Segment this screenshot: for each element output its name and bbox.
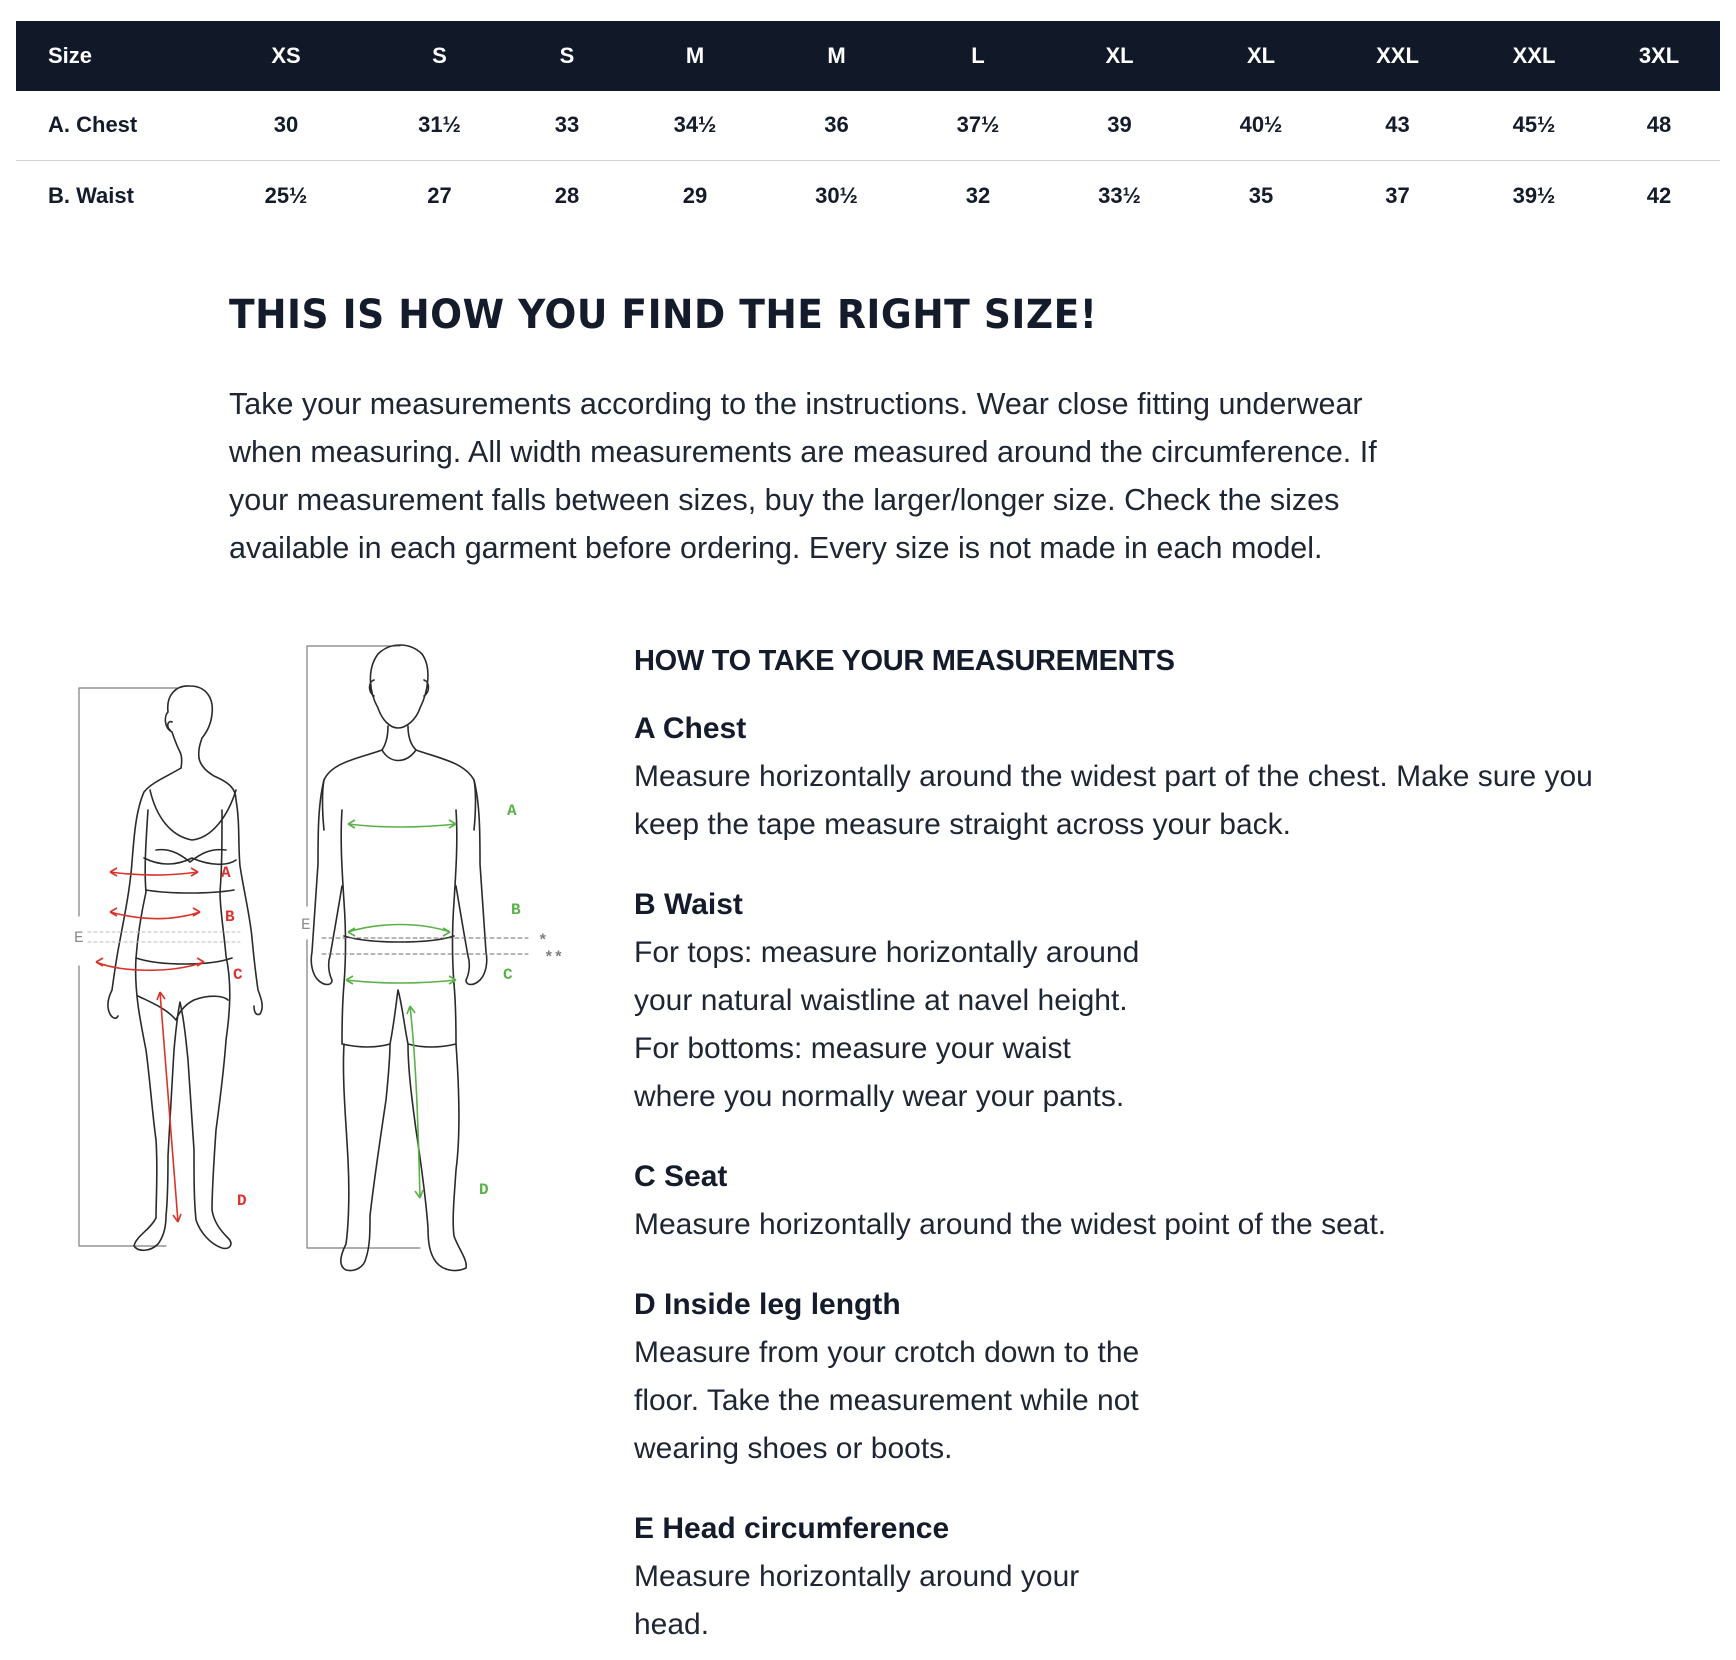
table-cell: 42 bbox=[1646, 182, 1672, 208]
desc-line: Measure horizontally around the widest point of the seat. bbox=[634, 1208, 1387, 1241]
desc-line: floor. Take the measurement while not bbox=[634, 1384, 1139, 1417]
male-head bbox=[370, 645, 429, 728]
male-star-single: * bbox=[538, 932, 548, 950]
desc-line: where you normally wear your pants. bbox=[634, 1080, 1125, 1113]
measurement-figures bbox=[60, 640, 600, 1290]
male-height-frame-lower bbox=[307, 940, 420, 1248]
male-star-double: ** bbox=[544, 949, 564, 967]
desc-line: Measure horizontally around the widest part of the chest. Make sure you bbox=[634, 760, 1593, 793]
measure-item-head bbox=[634, 1505, 1079, 1649]
size-header-cell: S bbox=[376, 22, 503, 91]
table-cell: 33 bbox=[503, 91, 631, 161]
table-cell: 27 bbox=[427, 182, 452, 208]
female-label-d: D bbox=[237, 1192, 247, 1210]
row-label: B. Waist bbox=[48, 182, 134, 208]
male-shorts bbox=[342, 936, 456, 1047]
desc-line: head. bbox=[634, 1608, 710, 1641]
table-cell: 32 bbox=[965, 182, 991, 208]
table-cell: 33½ bbox=[1098, 182, 1141, 208]
desc-line: wearing shoes or boots. bbox=[634, 1432, 953, 1465]
male-measure-lines bbox=[346, 820, 456, 1198]
male-label-a: A bbox=[507, 802, 517, 820]
row-label: A. Chest bbox=[16, 91, 196, 161]
desc-line: your natural waistline at navel height. bbox=[634, 984, 1128, 1017]
size-header-cell: XS bbox=[196, 22, 376, 91]
male-body-outline bbox=[311, 726, 487, 985]
measure-desc bbox=[634, 753, 1593, 849]
intro-paragraph bbox=[229, 380, 1519, 572]
female-chest-arrow bbox=[110, 868, 198, 876]
male-chest-arrow bbox=[348, 820, 456, 828]
female-label-b: B bbox=[225, 908, 235, 926]
table-cell: 48 bbox=[1598, 91, 1720, 161]
table-cell: 35 bbox=[1248, 182, 1274, 208]
table-cell: 34½ bbox=[631, 91, 759, 161]
measure-desc bbox=[634, 1201, 1386, 1249]
measure-desc bbox=[634, 1329, 1139, 1473]
desc-line: Measure horizontally around your bbox=[634, 1560, 1080, 1593]
desc-line: Measure from your crotch down to the bbox=[634, 1336, 1140, 1369]
male-waist-arrow bbox=[348, 925, 450, 937]
female-height-frame bbox=[79, 688, 178, 916]
male-height-frame bbox=[307, 646, 400, 906]
size-header-cell: S bbox=[503, 22, 631, 91]
male-label-e: E bbox=[301, 916, 311, 934]
male-seat-arrow bbox=[346, 976, 456, 984]
page-title: THIS IS HOW YOU FIND THE RIGHT SIZE! bbox=[229, 292, 1098, 338]
measure-title: B Waist bbox=[634, 888, 743, 921]
female-height-frame-lower bbox=[79, 966, 166, 1246]
male-torso bbox=[341, 750, 457, 984]
desc-line: For bottoms: measure your waist bbox=[634, 1032, 1071, 1065]
table-cell: 40½ bbox=[1197, 91, 1325, 161]
size-header-cell: XL bbox=[1042, 22, 1197, 91]
desc-line: keep the tape measure straight across your back. bbox=[634, 808, 1292, 841]
intro-line: your measurement falls between sizes, buy the larger/longer size. Check the sizes bbox=[229, 483, 1340, 517]
size-header-cell: M bbox=[631, 22, 759, 91]
intro-line: Take your measurements according to the instructions. Wear close fitting underwear bbox=[229, 387, 1363, 421]
intro-line: available in each garment before ordering. Every size is not made in each model. bbox=[229, 531, 1323, 565]
female-head bbox=[165, 686, 212, 768]
table-cell: 25½ bbox=[264, 182, 308, 208]
measure-item-waist bbox=[634, 881, 1139, 1121]
table-cell: 37½ bbox=[914, 91, 1042, 161]
table-row-chest bbox=[16, 91, 1720, 161]
table-cell: 28 bbox=[554, 182, 580, 208]
table-row-waist bbox=[16, 161, 1720, 231]
table-cell: 45½ bbox=[1470, 91, 1598, 161]
size-chart-table bbox=[16, 21, 1720, 231]
female-leg-arrow bbox=[157, 992, 181, 1222]
male-leg-arrow bbox=[407, 1006, 423, 1198]
instructions-heading: HOW TO TAKE YOUR MEASUREMENTS bbox=[634, 645, 1175, 677]
table-cell: 39½ bbox=[1512, 182, 1556, 208]
measure-item-inside-leg bbox=[634, 1281, 1139, 1473]
male-label-d: D bbox=[479, 1181, 489, 1199]
measure-desc bbox=[634, 929, 1139, 1121]
female-label-a: A bbox=[221, 864, 231, 882]
measure-title: A Chest bbox=[634, 712, 747, 745]
male-label-b: B bbox=[511, 901, 521, 919]
desc-line: For tops: measure horizontally around bbox=[634, 936, 1140, 969]
male-label-c: C bbox=[503, 966, 513, 984]
table-cell: 31½ bbox=[376, 91, 503, 161]
size-header-cell: XL bbox=[1197, 22, 1325, 91]
table-cell: 29 bbox=[682, 182, 708, 208]
female-torso bbox=[134, 810, 231, 1250]
measure-title: C Seat bbox=[634, 1160, 728, 1193]
measure-item-chest bbox=[634, 705, 1593, 849]
size-header-row bbox=[16, 22, 1720, 91]
size-header-cell: 3XL bbox=[1598, 22, 1720, 91]
size-header-cell: XXL bbox=[1325, 22, 1470, 91]
table-cell: 30 bbox=[196, 91, 376, 161]
male-legs bbox=[341, 1044, 467, 1271]
measure-desc bbox=[634, 1553, 1079, 1649]
female-label-e: E bbox=[74, 929, 84, 947]
size-header-label: Size bbox=[16, 22, 196, 91]
measure-title: D Inside leg length bbox=[634, 1288, 901, 1321]
instructions-panel bbox=[634, 645, 1724, 1641]
measure-item-seat bbox=[634, 1153, 1386, 1249]
table-cell: 30½ bbox=[815, 182, 858, 208]
intro-line: when measuring. All width measurements are measured around the circumference. If bbox=[229, 435, 1377, 469]
measure-title: E Head circumference bbox=[634, 1512, 950, 1545]
female-measure-lines bbox=[96, 868, 204, 1222]
size-header-cell: L bbox=[914, 22, 1042, 91]
male-figure bbox=[307, 645, 528, 1271]
table-cell: 39 bbox=[1042, 91, 1197, 161]
table-cell: 36 bbox=[759, 91, 914, 161]
size-header-cell: XXL bbox=[1470, 22, 1598, 91]
table-cell: 43 bbox=[1325, 91, 1470, 161]
female-label-c: C bbox=[233, 966, 243, 984]
size-header-cell: M bbox=[759, 22, 914, 91]
table-cell: 37 bbox=[1385, 182, 1410, 208]
